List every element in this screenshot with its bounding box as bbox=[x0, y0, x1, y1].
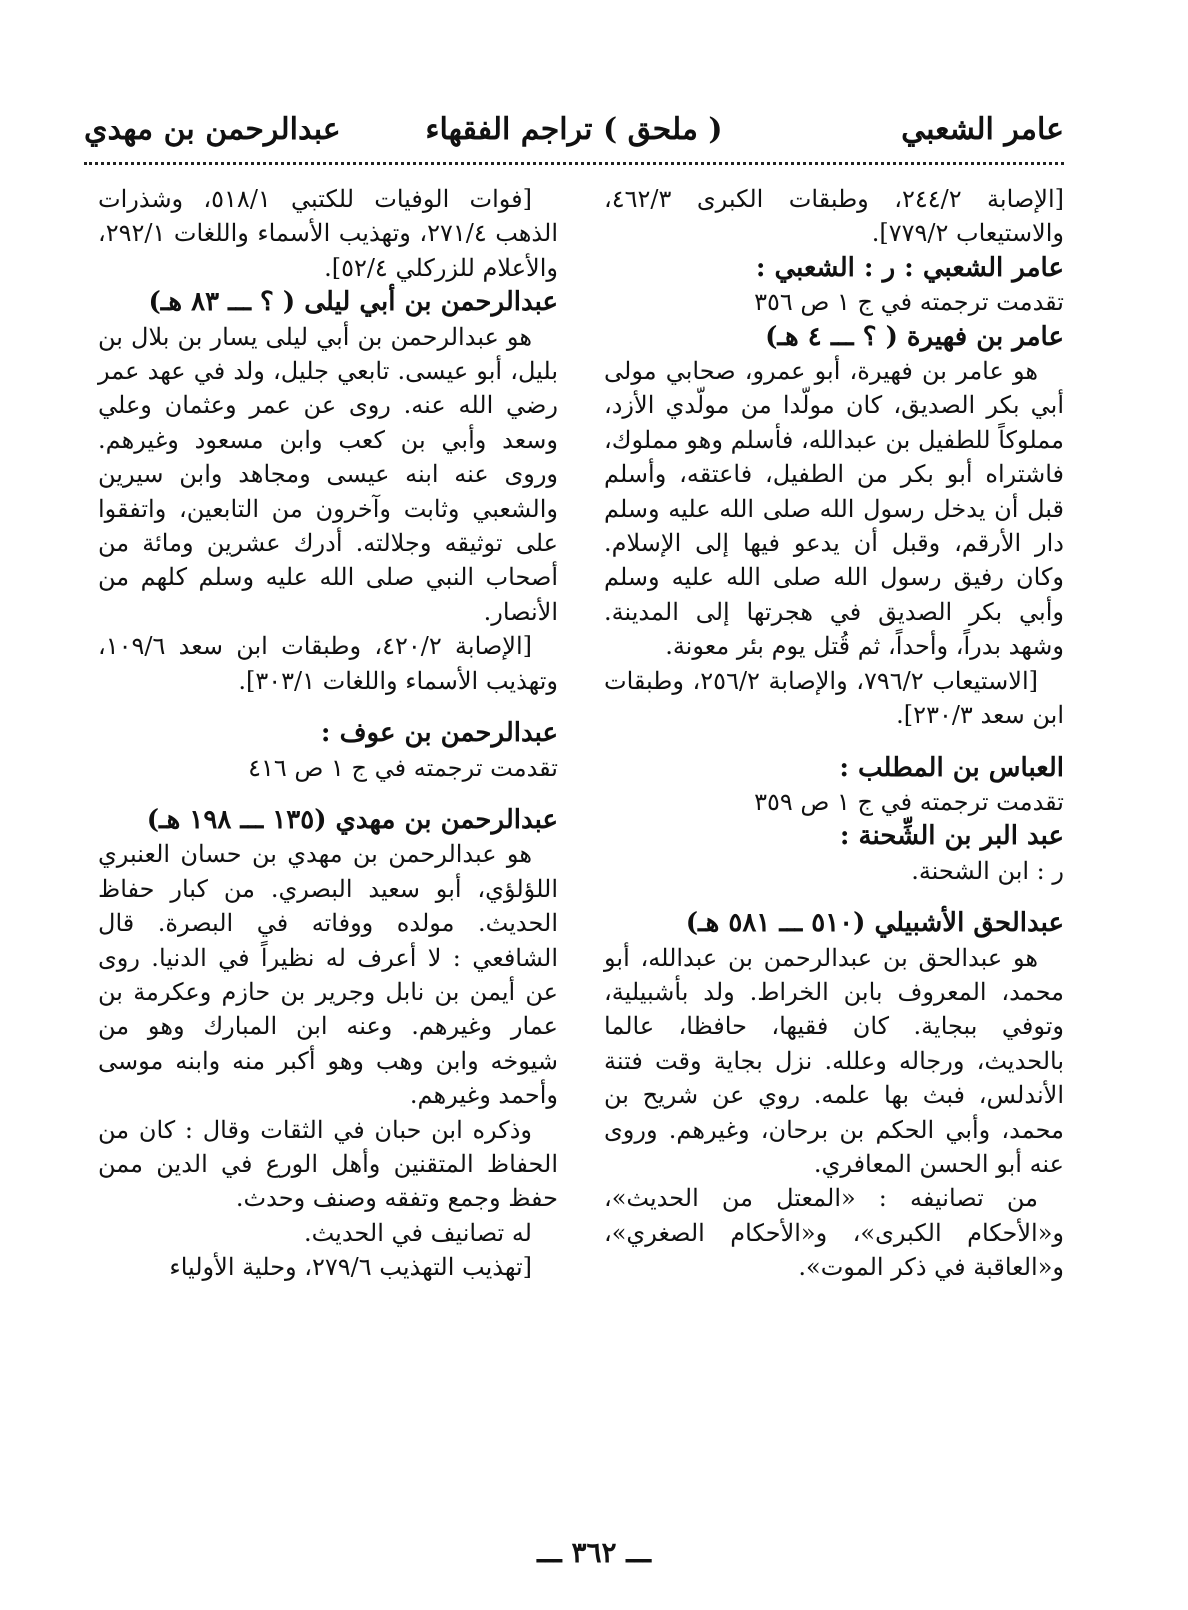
cross-reference: تقدمت ترجمته في ج ١ ص ٣٥٦ bbox=[754, 288, 1064, 317]
entry-body: هو عبدالرحمن بن أبي ليلى يسار بن بلال بن بليل، أبو عيسى. تابعي جليل، ولد في عهد عمر رضي الله عنه. روى عن عمر وعثمان وعلي وسعد وأبي بن كعب وابن مسعود وغيرهم. وروى عنه ابنه عيسى ومجاهد وابن سيرين والشعبي وثابت وآخرون من التابعين، واتفقوا على توثيقه وجلالته. أدرك عشرين ومائة من أصحاب النبي صلى الله عليه وسلم كلهم من الأنصار. bbox=[98, 322, 558, 626]
header-right-title: عامر الشعبي bbox=[901, 112, 1064, 147]
entry-heading: عبدالرحمن بن عوف : bbox=[320, 718, 558, 749]
entry-heading: عبدالرحمن بن أبي ليلى ( ؟ ـــ ٨٣ هـ) bbox=[148, 287, 558, 318]
cross-reference: ر : ابن الشحنة. bbox=[911, 856, 1064, 885]
entry-heading: عامر بن فهيرة ( ؟ ـــ ٤ هـ) bbox=[765, 321, 1064, 352]
header-divider bbox=[84, 162, 1064, 165]
reference-note: [الإصابة ٤٢٠/٢، وطبقات ابن سعد ١٠٩/٦، وتهذيب الأسماء واللغات ٣٠٣/١]. bbox=[98, 632, 558, 695]
entry-body: هو عامر بن فهيرة، أبو عمرو، صحابي مولى أبي بكر الصديق، كان مولّدا من مولّدي الأزد، مملوكاً للطفيل بن عبدالله، فأسلم وهو مملوك، فاشتراه أبو بكر من الطفيل، فاعتقه، وأسلم قبل أن يدخل رسول الله صلى الله عليه وسلم دار الأرقم، وقبل أن يدعو فيها إلى الإسلام. وكان رفيق رسول الله صلى الله عليه وسلم وأبي بكر الصديق في هجرتها إلى المدينة. وشهد بدراً، وأحداً، ثم قُتل يوم بئر معونة. bbox=[604, 357, 1064, 661]
entry-body: وذكره ابن حبان في الثقات وقال : كان من الحفاظ المتقنين وأهل الورع في الدين ممن حفظ وجمع وتفقه وصنف وحدث. bbox=[98, 1115, 558, 1213]
entry-heading: عامر الشعبي : ر : الشعبي : bbox=[755, 252, 1064, 283]
reference-note: [فوات الوفيات للكتبي ٥١٨/١، وشذرات الذهب ٢٧١/٤، وتهذيب الأسماء واللغات ٢٩٢/١، والأعلام للزركلي ٥٢/٤]. bbox=[98, 185, 559, 282]
header-center-title: ( ملحق ) تراجم الفقهاء bbox=[425, 112, 723, 147]
right-column bbox=[604, 182, 1064, 1285]
entry-body: من تصانيفه : «المعتل من الحديث»، و«الأحكام الكبرى»، و«الأحكام الصغري»، و«العاقبة في ذكر الموت». bbox=[604, 1184, 1064, 1282]
page-number: ـــ ٣٦٢ ـــ bbox=[537, 1536, 651, 1569]
entry-body: له تصانيف في الحديث. bbox=[303, 1218, 532, 1247]
left-column bbox=[98, 182, 558, 1285]
header-left-title: عبدالرحمن بن مهدي bbox=[84, 112, 341, 147]
entry-body: هو عبدالرحمن بن مهدي بن حسان العنبري اللؤلؤي، أبو سعيد البصري. من كبار حفاظ الحديث. مولده ووفاته في البصرة. قال الشافعي : لا أعرف له نظيراً في الدنيا. روى عن أيمن بن نابل وجرير بن حازم وعكرمة بن عمار وغيرهم. وعنه ابن المبارك وهو من شيوخه وابن وهب وهو أكبر منه وابنه موسى وأحمد وغيرهم. bbox=[98, 840, 558, 1110]
entry-heading: عبد البر بن الشِّحنة : bbox=[839, 821, 1064, 852]
entry-heading: عبدالرحمن بن مهدي (١٣٥ ـــ ١٩٨ هـ) bbox=[146, 804, 558, 835]
reference-note: [الاستيعاب ٧٩٦/٢، والإصابة ٢٥٦/٢، وطبقات ابن سعد ٢٣٠/٣]. bbox=[604, 666, 1064, 730]
running-header bbox=[84, 112, 1064, 160]
entry-heading: عبدالحق الأشبيلي (٥١٠ ـــ ٥٨١ هـ) bbox=[685, 908, 1064, 939]
cross-reference: تقدمت ترجمته في ج ١ ص ٤١٦ bbox=[248, 753, 558, 782]
cross-reference: تقدمت ترجمته في ج ١ ص ٣٥٩ bbox=[754, 787, 1064, 816]
reference-note: [الإصابة ٢٤٤/٢، وطبقات الكبرى ٤٦٢/٣، والاستيعاب ٧٧٩/٢]. bbox=[604, 185, 1064, 248]
reference-note: [تهذيب التهذيب ٢٧٩/٦، وحلية الأولياء bbox=[169, 1253, 532, 1282]
entry-body: هو عبدالحق بن عبدالرحمن بن عبدالله، أبو محمد، المعروف بابن الخراط. ولد بأشبيلية، وتوفي ببجاية. كان فقيها، حافظا، عالما بالحديث، ورجاله وعلله. نزل بجاية وقت فتنة الأندلس، فبث بها علمه. روي عن شريح بن محمد، وأبي الحكم بن برحان، وغيرهم. وروى عنه أبو الحسن المعافري. bbox=[604, 943, 1064, 1178]
entry-heading: العباس بن المطلب : bbox=[839, 752, 1064, 783]
